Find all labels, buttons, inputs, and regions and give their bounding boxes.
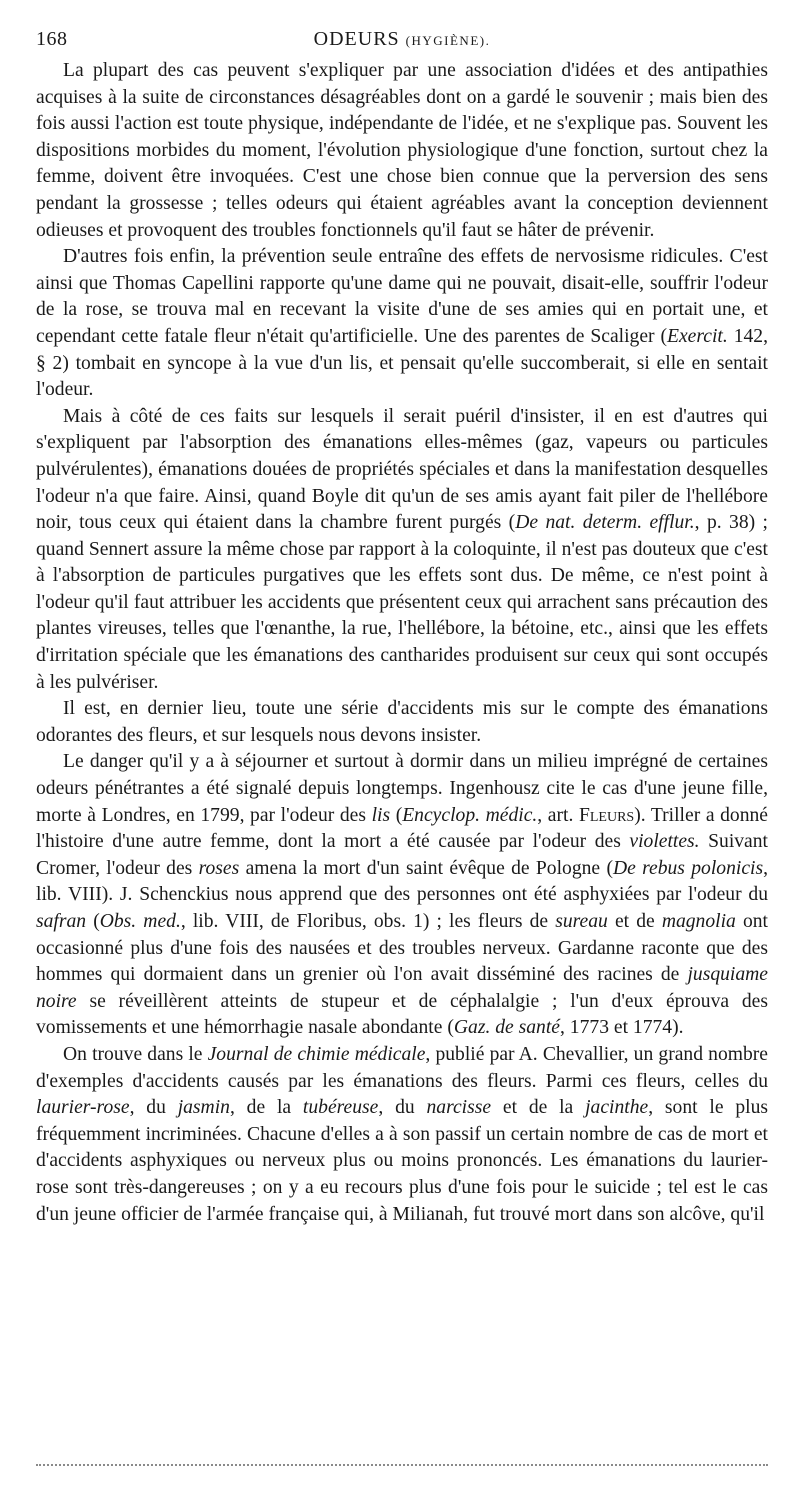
italic-text: jacinthe xyxy=(585,1097,649,1119)
paragraph xyxy=(36,696,768,749)
italic-text: De nat. determ. efflur. xyxy=(515,512,695,534)
italic-text: jasmin xyxy=(177,1097,230,1119)
italic-text: magnolia xyxy=(661,911,736,932)
paragraph xyxy=(36,404,768,697)
text-run: , de la xyxy=(229,1097,303,1119)
text-run: On trouve dans le xyxy=(63,1043,208,1065)
body-text xyxy=(36,58,768,1228)
italic-text: tubéreuse xyxy=(302,1097,379,1119)
text-run: Le danger qu'il y a à séjourner et surtout à dormir dans un milieu imprégné de certaines odeurs pénétrantes a été signalé depuis longtemps. Ingenhousz cite le cas d'une jeune fille, morte à Londres, en 1799, par l'odeur des xyxy=(36,751,768,826)
text-run: , sont le plus fréquemment incriminées. Chacune d'elles a à son passif un certain nombre de cas de mort et d'accidents asphyxiques ou nerveux plus ou moins prononcés. Les émanations du laurier-rose sont très-dangereuses ; on y a eu recours plus d'une fois pour le suicide ; tel est le cas d'un jeune officier de l'armée française qui, à Milianah, fut trouvé mort dans son alcôve, qu'il xyxy=(36,1097,768,1225)
paragraph xyxy=(36,749,768,1042)
italic-text: violettes. xyxy=(629,831,700,853)
text-run: Il est, en dernier lieu, toute une série d'accidents mis sur le compte des émanations odorantes des fleurs, et sur lesquels nous devons insister. xyxy=(36,698,768,746)
running-title-section: (HYGIÈNE). xyxy=(405,33,491,48)
text-run: ( xyxy=(86,911,100,932)
running-head xyxy=(36,24,768,58)
small-caps-text: Fleurs xyxy=(578,804,635,826)
paragraph xyxy=(36,244,768,404)
text-run: ont occasionné plus d'une fois des nausées et des troubles nerveux. Gardanne raconte que des hommes qui dormaient dans un grenier où l'on avait disséminé des racines de xyxy=(36,911,768,986)
italic-text: safran xyxy=(36,911,87,932)
text-run: , lib. VIII). J. Schenckius nous apprend que des personnes ont été asphyxiées par l'odeur du xyxy=(36,857,768,906)
page-number: 168 xyxy=(36,28,68,50)
italic-text: sureau xyxy=(555,911,608,932)
text-run: , p. 38) ; quand Sennert assure la même chose par rapport à la coloquinte, il n'est pas douteux que c'est à l'absorption de particules purgatives que les effets sont dus. De même, ce n'est point à l'odeur qu'il faut attribuer les accidents que présentent ceux qui arrachent sans précaution des plantes vireuses, telles que l'œnanthe, la rue, l'hellébore, la bétoine, etc., ainsi que les effets d'irritation spéciale que les émanations des cantharides produisent sur ceux qui sont occupés à les pulvériser. xyxy=(36,512,769,693)
italic-text: jusquiame noire xyxy=(36,964,768,1012)
text-run: D'autres fois enfin, la prévention seule entraîne des effets de nervosisme ridicules. C'est ainsi que Thomas Capellini rapporte qu'une dame qui ne pouvait, disait-elle, souffrir l'odeur de la rose, se trouva mal en recevant la visite d'une de ses amies qui en portait une, et cependant cette fatale fleur n'était qu'artificielle. Une des parentes de Scaliger ( xyxy=(36,246,768,347)
text-run: , 1773 et 1774). xyxy=(560,1017,684,1039)
italic-text: Gaz. de santé xyxy=(453,1017,560,1039)
text-run: , art. xyxy=(537,804,579,826)
text-run: et de la xyxy=(491,1097,586,1119)
italic-text: roses xyxy=(198,857,240,879)
bottom-divider xyxy=(36,1464,768,1466)
text-run: ). Triller a donné l'histoire d'une autre femme, dont la mort a été causée par l'odeur des xyxy=(36,804,768,853)
italic-text: Journal de chimie médicale xyxy=(207,1043,426,1065)
paragraph xyxy=(36,1042,768,1228)
book-page xyxy=(36,24,768,1228)
italic-text: Exercit. xyxy=(667,325,728,347)
italic-text: Encyclop. médic. xyxy=(402,804,538,826)
text-run: ( xyxy=(390,804,403,826)
text-run: 142, § 2) tombait en syncope à la vue d'un lis, et pensait qu'elle succomberait, si elle en sentait l'odeur. xyxy=(36,325,768,401)
text-run: , du xyxy=(378,1097,427,1119)
paragraph xyxy=(36,58,768,244)
text-run: La plupart des cas peuvent s'expliquer par une association d'idées et des antipathies acquises à la suite de circonstances désagréables dont on a gardé le souvenir ; mais bien des fois aussi l'action est toute physique, indépendante de l'idée, et ne s'explique pas. Souvent les dispositions morbides du moment, l'évolution physiologique d'une fonction, surtout chez la femme, doivent être invoquées. C'est une chose bien connue que la perversion des sens pendant la grossesse ; telles odeurs qui étaient agréables avant la conception deviennent odieuses et provoquent des troubles fonctionnels qu'il faut se hâter de prévenir. xyxy=(36,60,768,241)
text-run: , lib. VIII, de Floribus, obs. 1) ; les fleurs de xyxy=(180,911,556,932)
italic-text: laurier-rose xyxy=(36,1097,130,1119)
italic-text: narcisse xyxy=(426,1097,492,1119)
text-run: amena la mort d'un saint évêque de Pologne ( xyxy=(239,857,613,879)
italic-text: Obs. med. xyxy=(99,911,181,932)
text-run: , du xyxy=(129,1097,178,1119)
italic-text: De rebus polonicis xyxy=(612,857,764,879)
text-run: , publié par A. Chevallier, un grand nombre d'exemples d'accidents causés par les émanations des fleurs. Parmi ces fleurs, celles du xyxy=(36,1043,769,1092)
text-run: et de xyxy=(607,911,662,932)
italic-text: lis xyxy=(371,804,391,826)
text-run: Mais à côté de ces faits sur lesquels il serait puéril d'insister, il en est d'autres qui s'expliquent par l'absorption des émanations elles-mêmes (gaz, vapeurs ou particules pulvérulentes), émanations douées de propriétés spéciales et dans la manifestation desquelles l'odeur n'a que faire. Ainsi, quand Boyle dit qu'un de ses amis ayant fait piler de l'hellébore noir, tous ceux qui étaient dans la chambre furent purgés ( xyxy=(36,405,768,534)
text-run: Suivant Cromer, l'odeur des xyxy=(36,831,768,879)
running-title xyxy=(36,28,768,51)
text-run: se réveillèrent atteints de stupeur et de céphalalgie ; l'un d'eux éprouva des vomissements et une hémorrhagie nasale abondante ( xyxy=(36,990,768,1039)
running-title-main: ODEURS xyxy=(313,28,400,50)
